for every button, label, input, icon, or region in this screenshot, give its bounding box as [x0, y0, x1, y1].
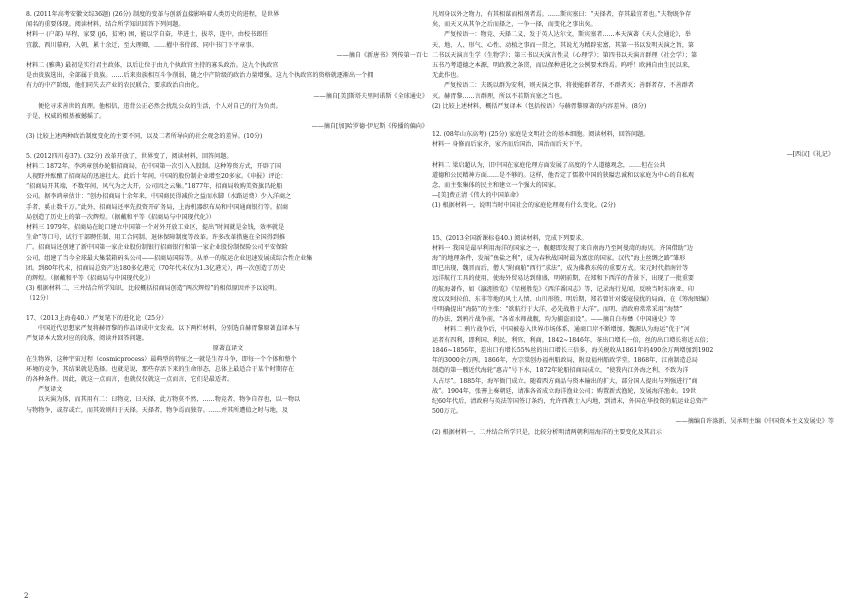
- q12-line: 12. (08年山东高考) (25分) 家庭是文明社会的基本细胞。阅读材料，回答问题。: [432, 131, 650, 139]
- q8-source: ——摘自[加]哈罗德·伊尼斯《传播的偏向》: [311, 123, 428, 131]
- question-17-continued: [432, 10, 836, 111]
- q15-source: ——摘编自许涤新、吴承明主编《中国资本主义发展史》等: [675, 418, 834, 426]
- question-15: [432, 234, 836, 437]
- q5-question: (3) 根据材料二、三并结合所学知识，比较概括招商局创造“两次辉煌”的相似原因并予以说明。: [26, 285, 281, 293]
- q17-line: 天、地、人、形气、心性、动植之事而一贯之，其说尤为精辟宏富，其第一书以发明天演之旨，第: [432, 41, 695, 49]
- q5-line: 局创造了历史上的第一次辉煌。（据戴和平等《招商局与中国现代化》）: [26, 213, 215, 221]
- q17-line: 二书以天演言生学（生物学）；第三书以天演言性灵（心理学）；第四书以天演言群理（社会学）；第: [432, 51, 698, 59]
- q15-line: 材料一 我国是最早利用海洋的国家之一，舰艇即发现了来自南海乃至阿曼湾的海贝。齐国借助“边: [432, 244, 693, 252]
- q8-line: 于是，权威的根基被撼摇了。: [26, 113, 106, 121]
- q17-line: 矣，而天又从其争之后而择之，一争一择，而变化之事出矣。: [432, 21, 597, 29]
- q8-line: 8. (2011年高考安徽文综36题) (26分) 制度的变革与创新直接影响着人类历史的进程，是世界: [26, 11, 280, 18]
- q8-line: 材料一 (户部) 早程，家要 (j6，贫寒) 困，能以学自奋，毕进士，拔萃，连中，由校书郎任: [26, 31, 269, 39]
- q15-line: 海”的地理条件，发展“鱼盐之利”，成为春秋战国时最为富庶的国家。汉代“海上丝绸之路”雏形: [432, 255, 686, 263]
- q12-source: —[西汉]《礼记》: [786, 151, 834, 159]
- question-12: [432, 130, 836, 211]
- q8-source: ——摘自《新唐书》列传第一百七: [336, 51, 428, 59]
- q5-line: “招商局开其端，不数年间，风气为之大开，公司因之云集。”1877年，招商局收购美资旗昌轮船: [26, 183, 283, 191]
- q15-question: (2) 根据材料一、二并结合所学只是，比较分析明清两朝利用海洋的主要变化及其启示: [432, 428, 662, 436]
- q17-line: 环境的竞争，其结果就是选择。也就是说，那些存活下来的生命形态，总体上最适合于某个时期存在: [26, 365, 295, 373]
- q15-line: 运者有四利，即利国、利民、利官、利商。1842~1846年，茶出口增长一倍，丝的出口增长将近五倍；: [432, 336, 712, 344]
- q8-line: 材料二 (雅典) 最初是实行君主政体，以后让位于由九个执政官主持的寡头政治。这九个执政官: [26, 62, 279, 70]
- right-column: [432, 10, 836, 438]
- q17-line: 在生物界，这种宇宙过程（cosmicprocess）最典型的特征之一就是生存斗争，即每一个个体和整个: [26, 355, 297, 363]
- q17-line: 凡周身以外之物力，有其相谋而相剂者焉。……斯宾塞曰：“天择者，存其最宜者也。”夫物既争存: [432, 11, 692, 18]
- q5-line: 的辉煌。（据戴和平等《招商局与中国现代化》）: [26, 275, 154, 283]
- q8-line: 宜歙、西川幕府，入朝，累十余迁，至大理卿，……擢中书侍郎、同中书门下平章事。: [26, 41, 258, 49]
- q8-source: ——摘自[美]斯塔夫里阿诺斯《全球通史》: [313, 92, 428, 100]
- q17-line: 17、（2013上海卷40.）严复笔下的进化论（25分）: [26, 314, 168, 322]
- q8-line: 有力的中产阶级，他们同失去产业的农民联合，要求政治自由化。: [26, 82, 203, 90]
- q17-line: 灭。赫胥黎……言群理，所以不若斯宾塞之当也。: [432, 92, 567, 100]
- q5-line: 材料二 1872年，李鸿章创办轮船招商局，在中国第一次引入入股制。这种筹资方式，开辟了国: [26, 162, 282, 170]
- q15-line: 制造的第一艘近代海轮“惠吉”号下水，1872年轮船招商局成立，“使我内江外海之利，不致为洋: [432, 367, 689, 375]
- q12-line: 道德和公民精神方面……是不够的。这样，他否定了儒教中国的狭隘忠诚和以家庭为中心的自私观: [432, 171, 695, 179]
- q17-subheading: 原著直译文: [212, 345, 244, 353]
- q15-line: 的办法，到鸦片战争前，“各省水师战舰，均为捕盗而设”。——摘自白寿彝《中国通史》等: [432, 316, 676, 324]
- q5-line: 生命”等口号，试行干部聘任制、用工合同制、退休保障制度等改革。许多改革措施在全国得到推: [26, 234, 286, 242]
- q5-line: 5. (2012四川卷37). (32分) 改革开放了，世界变了，阅读材料，回答问题。: [26, 152, 233, 160]
- left-column: [26, 10, 430, 416]
- question-5: [26, 152, 430, 304]
- q12-line: 材料二 梁启超认为，旧中国在家庭伦理方面发展了高度的个人道德观念，……但在公共: [432, 161, 666, 169]
- q15-line: 纪60年代后，清政府与英法等国签订条约，允许西教士入内地，到清末，外国在华投资的航运业总资产: [432, 397, 708, 405]
- q8-question: (3) 比较上述两种政治制度变化的主要不同，以及二者所导向的社会观念的差异。(10分): [26, 133, 263, 141]
- q8-line: 闻名的重要体现。阅读材料，结合所学知识回答下列问题。: [26, 21, 185, 29]
- q17-question: (2) 比较上述材料，概括严复译本（包括按语）与赫胥黎原著的内容差异。(8分): [432, 102, 647, 110]
- q17-line: 的各种条件。因此，就这一点而言，也就仅仅就这一点而言，它们是最适者。: [26, 375, 234, 383]
- q17-line: 无此作也。: [432, 72, 463, 80]
- q8-line: 便伦寻求善世的真理。他相信，违背公正必然会扰乱公众的生活，个人对自己的行为负责。: [38, 102, 282, 110]
- q8-line: 是由贵族选出，全部属于贵族。……后来贵族相互斗争削弱，随之中产阶级的政治力量增强。这九个执政官的资格就逐渐出一个拥: [26, 72, 374, 80]
- q15-line: 的航海著作，如《瀛涯胜览》《星槎胜览》《西洋番国志》等，记录海行见闻，反映当时东南亚、印: [432, 285, 695, 293]
- q17-subheading: 严复译文: [38, 386, 63, 394]
- question-8: [26, 10, 430, 142]
- page-number: 2: [24, 592, 29, 600]
- q17-line: 与物物争，或存或亡，而其效则归于天择。天择者，物争焉而独存。……并其所遭值之时与地，及: [26, 406, 289, 414]
- q15-line: 材料二 鸦片战争后，中国被卷入世界市场体系，通商口岸不断增加。魏源认为海运“优于”河: [444, 326, 690, 334]
- q17-line: 五书乃考道德之本源，明政教之条贯，而以保种进化之公例要术终焉。呜呼！欧洲自由生民以来，: [432, 62, 695, 70]
- q5-line: 材料三 1979年，招商局在蛇口建立中国第一个对外开放工业区，提出“时间就是金钱，效率就是: [26, 224, 285, 232]
- q12-question: (1) 根据材料一，说明当时中国社会的家庭伦理观有什么变化。(2分): [432, 202, 616, 210]
- q15-line: 度以及阿拉伯、东非等地的风土人情、山川形胜、明后期，郑若曾针对倭寇侵扰的局面，在《筹海图编》: [432, 295, 713, 303]
- q15-line: 500万元。: [432, 408, 462, 416]
- q15-line: 年的3000余万两。1866年，左宗棠创办福州船政局，附设福州船政学堂。1868年，江南制造总局: [432, 357, 698, 365]
- q15-line: 远洋航行工具的使用，使海外贸易达到鼎盛，明朝前期，在郑和下西洋的背景下，出现了一批重要: [432, 275, 695, 283]
- q12-line: 念，而主张集体的民主和建立一个强大的国家。: [432, 182, 560, 190]
- q17-line: 以天演为体，而其用有二：曰物竞，曰天择，此万物莫不然，……物竞者，物争自存也，以一物以: [38, 396, 301, 404]
- q17-line: 严复按语二：夫既以群为安利，则天演之事，将使能群者存，不群者灭；善群者存，不善群者: [444, 82, 694, 90]
- q15-line: 战”。1904年，张謇上奏朝廷，请准各省成立海洋渔业公司；购置新式渔轮，发展海洋渔业。19世: [432, 387, 697, 395]
- q5-line: 广。招商局还创建了新中国第一家企业股份制银行招商银行和第一家企业股份制保险公司平安保险: [26, 244, 289, 252]
- q15-line: 人占尽”。1885年，海军衙门成立。随着西方商品与资本输出的扩大，部分国人提出与列强进行“商: [432, 377, 698, 385]
- q5-line: 手者，奚止数千万。”此外，招商局还率先投资开矿务局，上海机器织布局和中国通商银行等。招商: [26, 203, 289, 211]
- q5-line: 公司。据李鸿章估计：“创办招商局十余年来，中国商民得减价之益而水脚（水路运费）少入洋商之: [26, 193, 292, 201]
- q17-line: 严复译本大致对应的段落，阅读并回答问题。: [26, 335, 148, 343]
- question-17: [26, 314, 430, 415]
- q5-line: 公司，组建了当今全球最大集装箱码头公司——招商局国际等。从单一的航运企业迅速发展成综合性企业集: [26, 254, 313, 262]
- q17-line: 中国近代思想家严复将赫胥黎的作品译成中文发表。以下两栏材料，分别选自赫胥黎原著直译本与: [38, 324, 301, 332]
- q12-line: 材料一 身修而后家齐，家齐而后国治，国治而后天下平。: [432, 141, 587, 149]
- q15-line: 15、(2013全国新课标卷40.) 阅读材料，完成下列要求。: [432, 234, 588, 242]
- q5-line: 团。到80年代末，招商局总资产达180多亿港元（70年代末仅为1.3亿港元），再一次创造了历史: [26, 264, 286, 272]
- q15-line: 1846~1856年，差出口有增长55%丝的出口增长三倍多，海关税收从1861年的490余万两增加到1902: [432, 346, 714, 354]
- q15-line: 中明确提出“海防”的主张：“欲航行于大洋，必先战胜于大洋”。而明、清政府常常采用“海禁”: [432, 306, 683, 314]
- q17-line: 严复按语一：物竞、天择二义，发于英人达尔文，斯宾塞者……本天演著《天人会通论》，举: [444, 31, 691, 39]
- q5-question: （12分）: [26, 295, 53, 303]
- q15-line: 即已出现，魏晋而后，僧人“附商舶”西行“求法”，成为佛教东传的重要方式。宋元时代指南针等: [432, 265, 689, 273]
- q5-line: 人视野并酝酿了招商局的迅速壮大。此后十年间，中国的股份制企业增至20多家。《申报》评论：: [26, 173, 287, 181]
- q12-source: —[美]费正清《伟大的中国革命》: [432, 192, 523, 200]
